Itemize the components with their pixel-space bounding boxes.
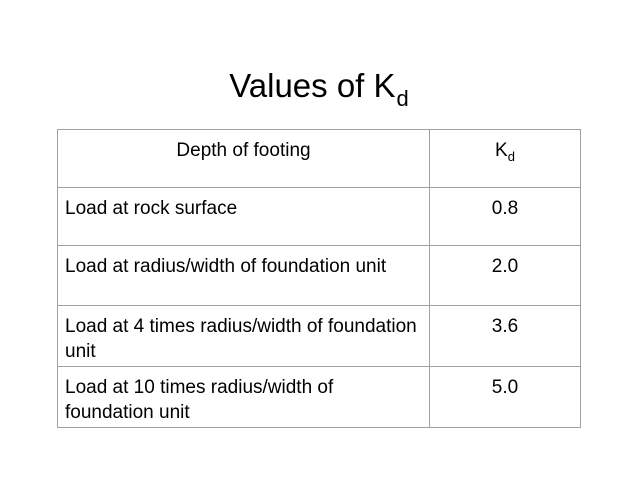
depth-cell: Load at 10 times radius/width of foundation unit	[58, 367, 430, 428]
header-kd	[430, 130, 581, 188]
depth-cell: Load at rock surface	[58, 188, 430, 246]
depth-cell: Load at radius/width of foundation unit	[58, 246, 430, 306]
table-header-row	[58, 130, 581, 188]
table-row	[58, 188, 581, 246]
header-kd-subscript: d	[507, 149, 515, 164]
kd-cell: 2.0	[430, 246, 581, 306]
kd-cell: 0.8	[430, 188, 581, 246]
kd-cell: 5.0	[430, 367, 581, 428]
slide-title-text: Values of K	[229, 67, 396, 104]
table-row	[58, 246, 581, 306]
slide-title	[0, 66, 638, 110]
kd-values-table	[57, 129, 581, 428]
table-row	[58, 367, 581, 428]
slide-title-subscript: d	[396, 86, 409, 111]
kd-cell: 3.6	[430, 306, 581, 367]
table-row	[58, 306, 581, 367]
header-kd-text: K	[495, 140, 508, 161]
depth-cell: Load at 4 times radius/width of foundation unit	[58, 306, 430, 367]
header-depth-of-footing: Depth of footing	[58, 130, 430, 188]
